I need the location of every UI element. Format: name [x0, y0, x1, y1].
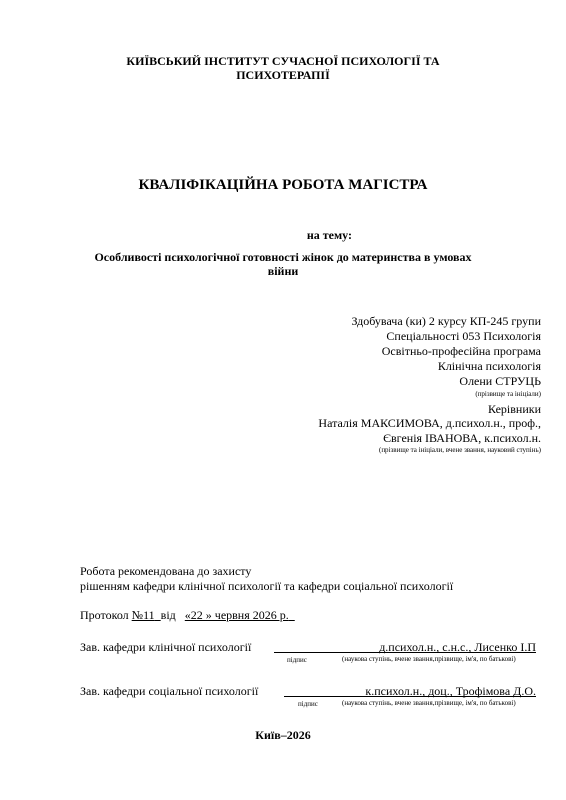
author-line-3: Освітньо-професійна програма — [381, 344, 541, 358]
head-social-label: Зав. кафедри соціальної психології — [80, 684, 259, 698]
protocol-date: «22 » червня 2026 р. — [184, 608, 289, 622]
author-line-2: Спеціальності 053 Психологія — [386, 329, 541, 343]
protocol-line — [80, 608, 295, 623]
supervisors-label: Керівники — [488, 402, 541, 416]
protocol-from: від — [160, 608, 176, 622]
protocol-number: №11 — [131, 608, 155, 622]
institution-line-2: ПСИХОТЕРАПІЇ — [236, 68, 330, 82]
author-name: Олени СТРУЦЬ — [459, 374, 541, 388]
head-social-value: к.психол.н., доц., Трофімова Д.О. — [365, 684, 536, 698]
supervisor-line-2: Євгенія ІВАНОВА, к.психол.н. — [383, 431, 541, 445]
head-clinical-label: Зав. кафедри клінічної психології — [80, 640, 252, 654]
recommendation-line-2: рішенням кафедри клінічної психології та кафедри соціальної психології — [80, 579, 454, 593]
author-line-4: Клінічна психологія — [437, 359, 541, 373]
document-title: КВАЛІФІКАЦІЙНА РОБОТА МАГІСТРА — [138, 177, 428, 193]
head-clinical-sign-caption: підпис — [287, 656, 307, 664]
protocol-label: Протокол — [80, 608, 132, 622]
head-clinical-caption: (наукова ступінь, вчене звання,прізвище, ім'я, по батькові) — [342, 655, 516, 663]
footer-city-year: Київ–2026 — [255, 728, 311, 742]
head-clinical-value: д.психол.н., с.н.с., Лисенко І.П — [379, 640, 536, 654]
topic-label: на тему: — [306, 228, 352, 242]
supervisor-line-1: Наталія МАКСИМОВА, д.психол.н., проф., — [318, 416, 541, 430]
recommendation-line-1: Робота рекомендована до захисту — [80, 564, 252, 578]
head-social-sign-caption: підпис — [298, 700, 318, 708]
institution-line-1: КИЇВСЬКИЙ ІНСТИТУТ СУЧАСНОЇ ПСИХОЛОГІЇ ТА — [126, 54, 440, 68]
topic-line-1: Особливості психологічної готовності жінок до материнства в умовах — [94, 250, 472, 264]
author-name-caption: (прізвище та ініціали) — [475, 390, 541, 398]
topic-line-2: війни — [267, 264, 299, 278]
supervisors-caption: (прізвище та ініціали, вчене звання, науковий ступінь) — [378, 446, 541, 454]
author-line-1: Здобувача (ки) 2 курсу КП-245 групи — [351, 314, 541, 328]
head-social-caption: (наукова ступінь, вчене звання,прізвище, ім'я, по батькові) — [342, 699, 516, 707]
